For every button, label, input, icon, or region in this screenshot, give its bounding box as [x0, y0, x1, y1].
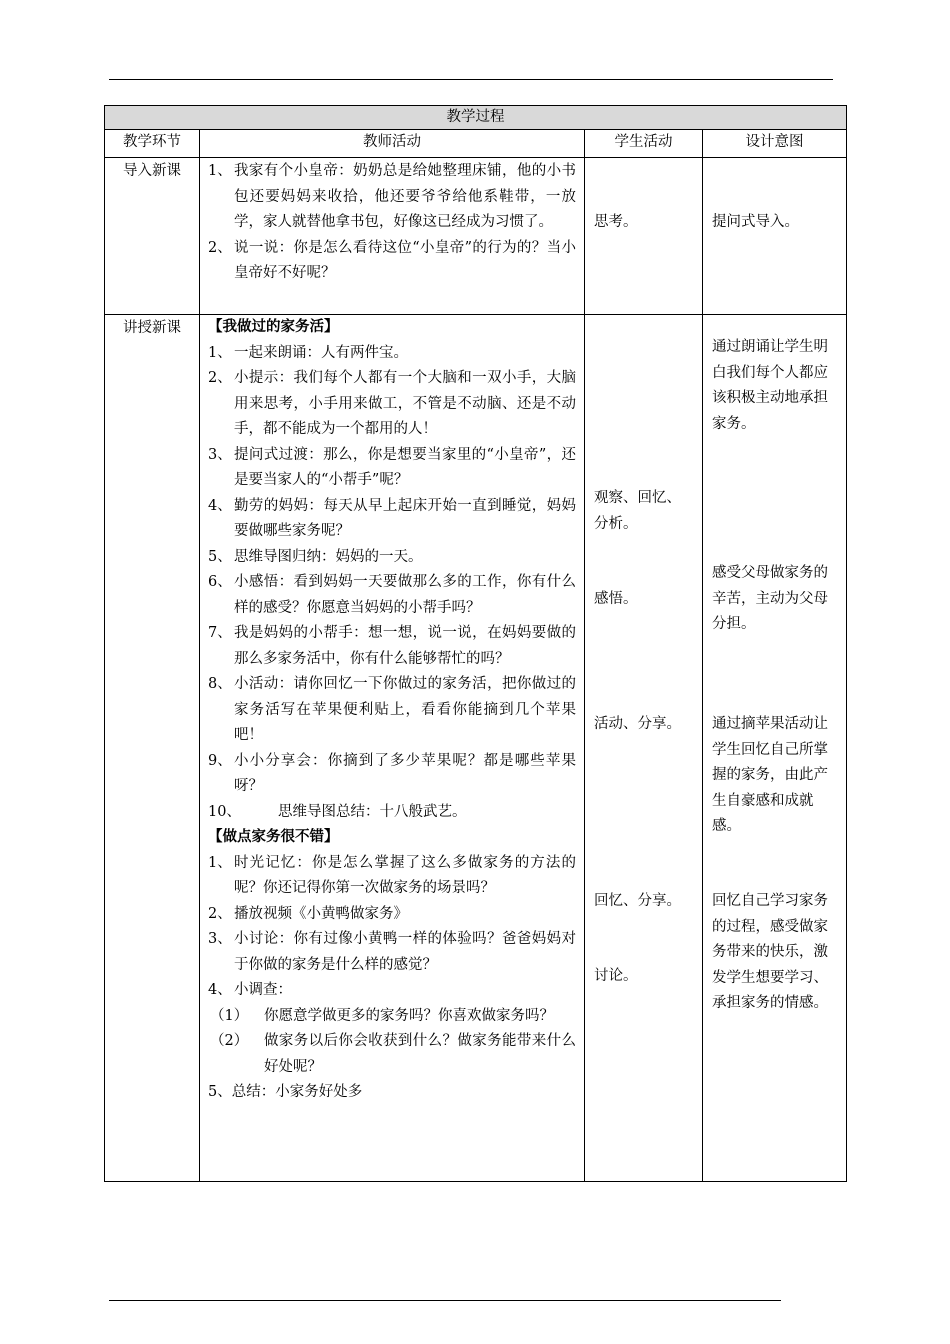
design-intent: 感受父母做家务的辛苦，主动为父母分担。	[712, 565, 828, 632]
item-number: 10、	[208, 803, 241, 820]
item-text: 小提示：我们每个人都有一个大脑和一双小手，大脑用来思考，小手用来做工，不管是不动脑、还是不动手，都不能成为一个都用的人！	[234, 370, 576, 437]
footer-rule	[109, 1300, 781, 1301]
list-item	[200, 159, 584, 236]
item-text: 你愿意学做更多的家务吗？你喜欢做家务吗？	[264, 1007, 554, 1024]
header-stage: 教学环节	[105, 130, 200, 158]
item-number: 3、	[208, 931, 232, 947]
table-row	[105, 158, 847, 315]
item-number: 9、	[208, 752, 232, 769]
header-design-intent: 设计意图	[703, 130, 847, 158]
header-teacher-activity: 教师活动	[200, 130, 585, 158]
stage-intro: 导入新课	[105, 158, 200, 315]
intro-intent-cell	[703, 158, 847, 315]
item-text: 提问式过渡：那么，你是想要当家里的“小皇帝”，还是要当家人的“小帮手”呢？	[234, 446, 576, 488]
student-activity: 感悟。	[594, 591, 638, 607]
item-text: 小调查：	[234, 982, 292, 998]
list-item	[200, 443, 584, 494]
item-number: （1）	[210, 1007, 249, 1024]
design-intent: 通过朗诵让学生明白我们每个人都应该积极主动地承担家务。	[712, 339, 828, 432]
intro-teacher-cell	[200, 158, 585, 315]
header-student-activity: 学生活动	[585, 130, 703, 158]
design-intent: 回忆自己学习家务的过程，感受做家务带来的快乐，激发学生想要学习、承担家务的情感。	[712, 893, 828, 1011]
design-intent: 提问式导入。	[712, 214, 799, 230]
new-intent-cell	[703, 315, 847, 1182]
item-number: 3、	[208, 446, 232, 463]
item-text: 小讨论：你有过像小黄鸭一样的体验吗？爸爸妈妈对于你做的家务是什么样的感觉？	[234, 931, 576, 973]
stage-new-lesson: 讲授新课	[105, 315, 200, 1182]
list-item	[200, 1029, 584, 1080]
item-text: 小感悟：看到妈妈一天要做那么多的工作，你有什么样的感受？你愿意当妈妈的小帮手吗？	[234, 574, 576, 616]
student-activity: 思考。	[594, 214, 638, 230]
item-number: 7、	[208, 625, 232, 641]
list-item	[200, 927, 584, 978]
item-number: 2、	[208, 905, 232, 922]
item-number: 2、	[208, 239, 232, 256]
list-item	[200, 749, 584, 800]
list-item	[200, 978, 584, 1004]
intro-student-cell	[585, 158, 703, 315]
item-number: 6、	[208, 574, 232, 590]
item-text: 勤劳的妈妈：每天从早上起床开始一直到睡觉，妈妈要做哪些家务呢？	[234, 497, 576, 539]
summary-line: 5、总结：小家务好处多	[208, 1084, 363, 1100]
item-text: 时光记忆：你是怎么掌握了这么多做家务的方法的呢？你还记得你第一次做家务的场景吗？	[234, 854, 576, 896]
list-item	[200, 621, 584, 672]
student-activity: 回忆、分享。	[594, 893, 681, 909]
item-text: 思维导图归纳：妈妈的一天。	[234, 548, 423, 565]
table-title: 教学过程	[105, 106, 847, 130]
item-number: 1、	[208, 854, 232, 871]
list-item	[200, 341, 584, 367]
list-item	[200, 545, 584, 571]
list-item	[200, 902, 584, 928]
item-text: 小活动：请你回忆一下你做过的家务活，把你做过的家务活写在苹果便利贴上，看看你能摘到几个苹果吧！	[234, 676, 576, 743]
item-text: 做家务以后你会收获到什么？做家务能带来什么好处呢？	[264, 1033, 576, 1075]
student-activity: 讨论。	[594, 968, 638, 984]
list-item	[200, 494, 584, 545]
student-activity: 观察、回忆、分析。	[594, 490, 681, 532]
list-item	[200, 1004, 584, 1030]
design-intent: 通过摘苹果活动让学生回忆自己所掌握的家务，由此产生自豪感和成就感。	[712, 716, 828, 834]
section-title: 【我做过的家务活】	[208, 319, 339, 335]
item-text: 一起来朗诵：人有两件宝。	[234, 344, 408, 361]
list-item	[200, 851, 584, 902]
student-activity: 活动、分享。	[594, 716, 681, 732]
list-item	[200, 672, 584, 749]
item-number: 2、	[208, 370, 232, 386]
new-teacher-cell	[200, 315, 585, 1182]
item-number: 5、	[208, 548, 232, 565]
item-number: 1、	[208, 163, 232, 179]
new-student-cell	[585, 315, 703, 1182]
item-text: 我家有个小皇帝：奶奶总是给她整理床铺，他的小书包还要妈妈来收拾，他还要爷爷给他系鞋带，一放学，家人就替他拿书包，好像这已经成为习惯了。	[234, 163, 576, 230]
item-text: 说一说：你是怎么看待这位“小皇帝”的行为的？当小皇帝好不好呢？	[234, 239, 576, 281]
item-number: 4、	[208, 497, 232, 514]
item-text: 我是妈妈的小帮手：想一想，说一说，在妈妈要做的那么多家务活中，你有什么能够帮忙的吗？	[234, 625, 576, 667]
teaching-process-table	[104, 105, 847, 1182]
item-text: 思维导图总结：十八般武艺。	[278, 803, 467, 820]
list-item	[200, 366, 584, 443]
item-number: 1、	[208, 344, 232, 361]
list-item	[200, 800, 584, 826]
header-rule	[109, 79, 833, 80]
table-row	[105, 315, 847, 1182]
item-number: 8、	[208, 676, 232, 692]
list-item	[200, 236, 584, 287]
item-number: （2）	[210, 1033, 249, 1049]
section-title: 【做点家务很不错】	[208, 829, 339, 845]
item-text: 播放视频《小黄鸭做家务》	[234, 905, 408, 922]
item-number: 4、	[208, 982, 232, 998]
item-text: 小小分享会：你摘到了多少苹果呢？都是哪些苹果呀？	[234, 752, 576, 794]
list-item	[200, 570, 584, 621]
